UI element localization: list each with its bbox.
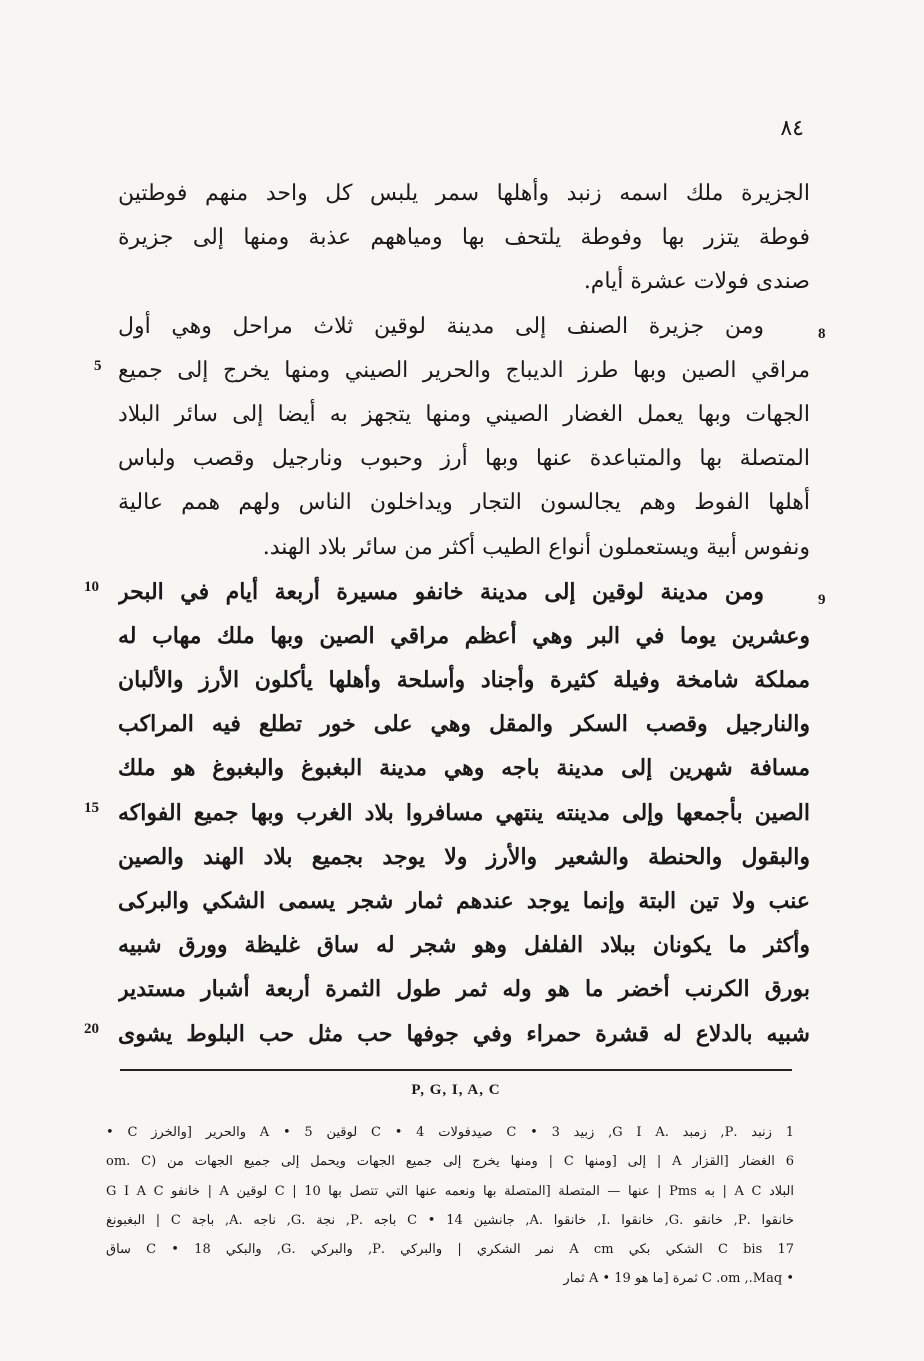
text-line: الجهات وبها يعمل الغضار الصيني ومنها يتجهز به أيضا إلى سائر البلاد (118, 401, 810, 427)
text-line: أهلها الفوط وهم يجالسون التجار ويداخلون الناس ولهم همم عالية (118, 490, 810, 516)
critical-apparatus (106, 1118, 794, 1294)
text-line: والنارجيل وقصب السكر والمقل وهي على خور تطلع فيه المراكب (118, 711, 810, 738)
text-line: ونفوس أبية ويستعملون أنواع الطيب أكثر من سائر بلاد الهند. (262, 534, 810, 560)
manuscript-sigla: P, G, I, A, C (411, 1082, 501, 1098)
section-marker: 9 (818, 592, 826, 608)
text-line: شبيه بالدلاع له قشرة حمراء وفي جوفها حب مثل حب البلوط يشوى (118, 1020, 810, 1047)
text-line: مراقي الصين وبها طرز الديباج والحرير الصيني ومنها يخرج إلى جميع (118, 357, 810, 383)
text-line: بورق الكرنب أخضر ما هو وله ثمر طول الثمرة أربعة أشبار مستدير (118, 976, 810, 1003)
text-line: الجزيرة ملك اسمه زنبد وأهلها سمر يلبس كل واحد منهم فوطتين (118, 181, 810, 206)
apparatus-line: • C .om ,.Maq ثمرة [ما هو A • 19 ثمار (563, 1271, 794, 1287)
text-line: مملكة شامخة وفيلة كثيرة وأجناد وأسلحة وأهلها يأكلون الأرز والألبان (118, 667, 810, 694)
text-line: ومن مدينة لوقين إلى مدينة خانفو مسيرة أربعة أيام في البحر (118, 578, 764, 605)
main-text (118, 172, 810, 1056)
footnote-divider (120, 1069, 792, 1071)
apparatus-line: 1 زنبد .P, زمبد .G I A, زبيد C • 3 صيدفولات C • 4 لوقين A • 5 والحرير [والخرز C • (106, 1125, 794, 1140)
line-number: 20 (84, 1021, 99, 1037)
page-number: ٨٤ (780, 116, 804, 141)
line-number: 5 (94, 358, 102, 374)
text-line: وعشرين يوما في البر وهي أعظم مراقي الصين وبها ملك مهاب له (118, 622, 810, 649)
text-line: ومن جزيرة الصنف إلى مدينة لوقين ثلاث مراحل وهي أول (118, 313, 764, 339)
section-marker: 8 (818, 326, 826, 342)
text-line: مسافة شهرين إلى مدينة باجه وهي مدينة البغبوغ والبغبوغ هو ملك (118, 755, 810, 782)
line-number: 10 (84, 579, 99, 595)
line-number: 15 (84, 800, 99, 816)
apparatus-line: البلاد A C | به Pms | عنها — المتصلة [المتصلة بها ونعمه عنها التي تتصل بها C | 10 لوقين A | خانفو G I A C (106, 1183, 794, 1199)
text-line: المتصلة بها والمتباعدة عنها وبها أرز وحبوب ونارجيل وقصب ولباس (118, 446, 810, 472)
apparatus-line: خانقوا .P, خانقو .G, خانقوا .I, خانقوا .A, جانشين C • 14 باجه .P, نجة .G, ناجه .A, باجة C | البغبونغ (106, 1212, 794, 1228)
text-line: والبقول والحنطة والشعير والأرز ولا يوجد بجميع بلاد الهند والصين (118, 843, 810, 870)
apparatus-line: 17 C bis الشكي بكي A cm نمر الشكري | والبركي .P, والبركي .G, والبكي C • 18 ساق (106, 1242, 794, 1258)
text-line: وأكثر ما يكونان ببلاد الفلفل وهو شجر له ساق غليظة وورق شبيه (118, 932, 810, 959)
apparatus-line: 6 الغضار [القزار A | إلى [ومنها C | ومنها يخرج إلى جميع الجهات ويحمل إلى جميع الجهات من (om. C (106, 1154, 794, 1170)
text-line: فوطة يتزر بها وفوطة يلتحف بها ومياههم عذبة ومنها إلى جزيرة (118, 225, 810, 251)
text-line: صندى فولات عشرة أيام. (583, 269, 810, 295)
text-line: عنب ولا تين البتة وإنما يوجد عندهم ثمار شجر يسمى الشكي والبركى (118, 888, 810, 914)
text-line: الصين بأجمعها وإلى مدينته ينتهي مسافروا بلاد الغرب وبها جميع الفواكه (118, 799, 810, 826)
